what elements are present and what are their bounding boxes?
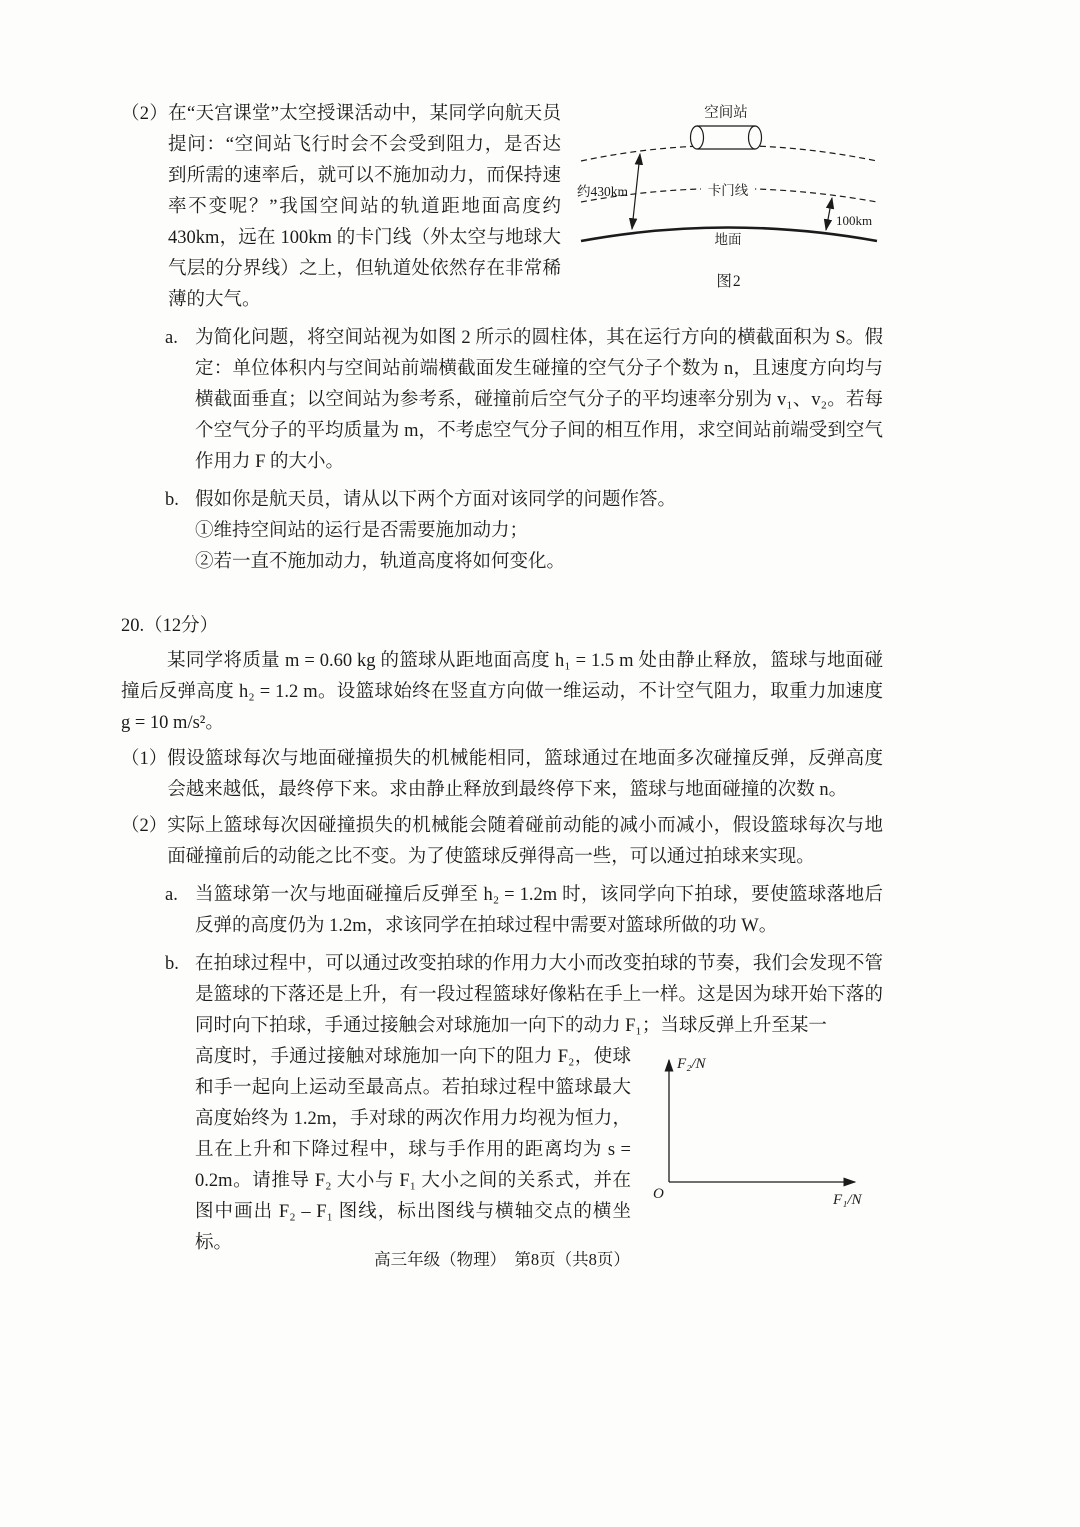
- q19-part2-text: 在“天宫课堂”太空授课活动中，某同学向航天员提问：“空间站飞行时会不会受到阻力，是否达到所需的速率后，就可以不施加动力，而保持速率不变呢？”我国空间站的轨道距地面高度约 430km，远在 100km 的卡门线（外太空与地球大气层的分界线）之上，但轨道处依然存在非常稀薄的大气。: [168, 104, 561, 310]
- q19-sub-b: [165, 485, 883, 578]
- q19-intro-block: [121, 99, 883, 316]
- station-label: 空间站: [704, 105, 748, 121]
- page-footer: 高三年级（物理） 第8页（共8页）: [374, 1250, 630, 1269]
- q20-sub-b-marker: b.: [165, 954, 179, 974]
- q20-sub-b-body: [195, 949, 883, 1259]
- space-station-diagram-svg: [575, 103, 883, 255]
- q20-intro: 某同学将质量 m = 0.60 kg 的篮球从距地面高度 h₁ = 1.5 m 处由静止释放，篮球与地面碰撞后反弹高度 h₂ = 1.2 m。设篮球始终在竖直方向做一维运动，不计空气阻力，取重力加速度 g = 10 m/s²。: [121, 651, 883, 733]
- q20-sub-b-wrap-row: [195, 1042, 883, 1259]
- space-station-cylinder: [691, 126, 762, 149]
- figure-2-caption: 图2: [716, 273, 742, 290]
- q20-part-1-marker: （1）: [121, 749, 168, 769]
- q19-sub-a: [165, 323, 883, 478]
- q19-sub-b-body: [195, 485, 883, 578]
- graph-y-axis-label: F₂/N: [677, 1056, 706, 1072]
- q19-sub-b-marker: b.: [165, 490, 179, 510]
- q20-part-1: [121, 744, 883, 806]
- q19-sub-a-text: 为简化问题，将空间站视为如图 2 所示的圆柱体，其在运行方向的横截面积为 S。假定：单位体积内与空间站前端横截面发生碰撞的空气分子个数为 n，且速度方向均与横截面垂直；以空间站为参考系，碰撞前后空气分子的平均速率分别为 v₁、v₂。若每个空气分子的平均质量为 m，不考虑空气分子间的相互作用，求空间站前端受到空气作用力 F 的大小。: [195, 328, 883, 472]
- question-20: [121, 611, 883, 1259]
- orbit-height-arrow: [632, 154, 640, 229]
- q19-sub-b-item-1: ①维持空间站的运行是否需要施加动力；: [195, 521, 529, 541]
- q20-sub-a: [165, 880, 883, 942]
- karman-height-label: 100km: [836, 213, 873, 228]
- q19-sub-b-item-2: ②若一直不施加动力，轨道高度将如何变化。: [195, 552, 566, 572]
- q19-sub-a-marker: a.: [165, 328, 178, 348]
- q20-sub-b-text-top: 在拍球过程中，可以通过改变拍球的作用力大小而改变拍球的节奏，我们会发现不管是篮球的下落还是上升，有一段过程篮球好像粘在手上一样。这是因为球开始下落的同时向下拍球，手通过接触会对球施加一向下的动力 F₁；当球反弹上升至某一: [195, 954, 883, 1036]
- q20-heading: 20.（12分）: [121, 616, 219, 636]
- f2-f1-graph-svg: [643, 1050, 881, 1208]
- q20-part-2: [121, 811, 883, 873]
- q19-part2-marker: （2）: [121, 104, 169, 124]
- q20-sub-a-text: 当篮球第一次与地面碰撞后反弹至 h₂ = 1.2m 时，该同学向下拍球，要使篮球落地后反弹的高度仍为 1.2m，求该同学在拍球过程中需要对篮球所做的功 W。: [195, 885, 883, 936]
- ground-label: 地面: [714, 232, 742, 247]
- f2-f1-graph: [643, 1050, 883, 1219]
- q20-sub-b: [165, 949, 883, 1259]
- q20-sub-b-text-wrap: 高度时，手通过接触对球施加一向下的阻力 F₂，使球和手一起向上运动至最高点。若拍球过程中篮球最大高度始终为 1.2m，手对球的两次作用力均视为恒力，且在上升和下降过程中，球与手作用的距离均为 s = 0.2m。请推导 F₂ 大小与 F₁ 大小之间的关系式，并在图中画出 F₂ – F₁ 图线，标出图线与横轴交点的横坐标。: [195, 1047, 631, 1253]
- q20-sub-a-marker: a.: [165, 885, 178, 905]
- orbit-height-label: 约430km: [577, 184, 629, 199]
- graph-origin-label: O: [653, 1186, 664, 1202]
- karman-label: 卡门线: [707, 183, 749, 198]
- q20-part-2-text: 实际上篮球每次因碰撞损失的机械能会随着碰前动能的减小而减小，假设篮球每次与地面碰撞前后的动能之比不变。为了使篮球反弹得高一些，可以通过拍球来实现。: [167, 816, 883, 867]
- page-content: [121, 99, 883, 1259]
- question-19-part-2: [121, 99, 883, 578]
- q20-part-2-marker: （2）: [121, 816, 168, 836]
- q19-sub-b-text: 假如你是航天员，请从以下两个方面对该同学的问题作答。: [195, 490, 677, 510]
- q20-part-1-text: 假设篮球每次与地面碰撞损失的机械能相同，篮球通过在地面多次碰撞反弹，反弹高度会越来越低，最终停下来。求由静止释放到最终停下来，篮球与地面碰撞的次数 n。: [167, 749, 883, 800]
- figure-2-space-station-diagram: [575, 103, 883, 292]
- karman-height-arrow: [826, 198, 832, 230]
- graph-x-axis-label: F₁/N: [833, 1192, 862, 1208]
